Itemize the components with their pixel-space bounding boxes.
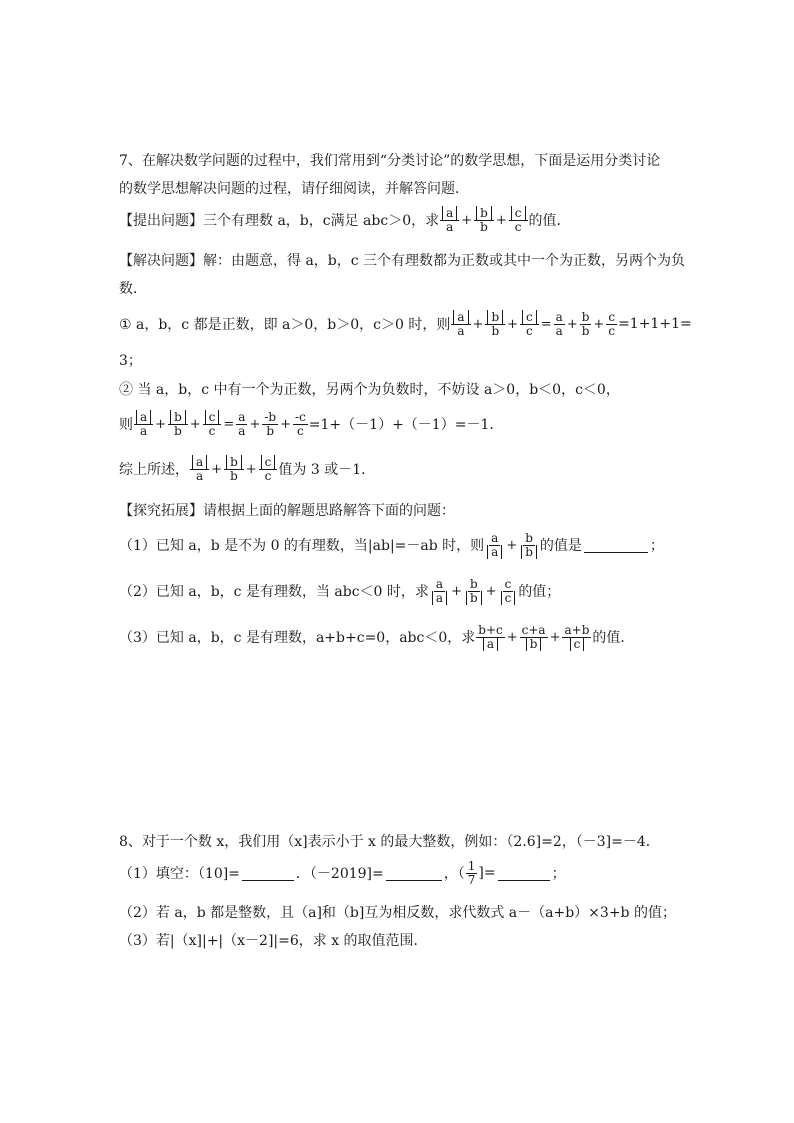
answer-blank[interactable] (242, 866, 294, 881)
q7-solve-line1 (119, 246, 685, 274)
fraction-abs-c-over-c: $\frac{c}{c}$ (259, 456, 278, 483)
q7-solve-line2 (119, 274, 147, 302)
q7-part2-end: 的值； (518, 584, 561, 600)
fraction-neg-b-over-b: $\frac{-b}{b}$ (264, 409, 277, 438)
q7-case2b-line: 则 $\frac{a}{a}$ + $\frac{b}{b}$ + $\frac{c}{c}$ = $\frac{a}{a}$ + $\frac{-b}{b}$ + $\frac{-c}{c}$ =1+（－1）+（－1）=－1． (119, 409, 504, 438)
q8-part1-b: ．（－2019]= (295, 866, 384, 882)
q8-intro-text: 8、对于一个数 x，我们用（x]表示小于 x 的最大整数，例如：（2.6]=2，（－3]=－4． (119, 834, 660, 850)
fraction-abs-c-over-c: $\frac{c}{c}$ (203, 411, 222, 438)
fraction-c-over-abs-c: $\frac{c}{c}$ (499, 578, 518, 605)
q8-part3-line (119, 926, 428, 954)
q7-case2-text: ② 当 a，b，c 中有一个为正数，另两个为负数时，不妨设 a＞0，b＜0，c＜0， (119, 382, 620, 398)
fraction-a-over-a: $\frac{a}{a}$ (555, 309, 563, 338)
fraction-abs-c-over-c: $\frac{c}{c}$ (509, 207, 528, 234)
q7-part1-line: （1）已知 a，b 是不为 0 的有理数，当|ab|=－ab 时，则 $\frac{a}{a}$ + $\frac{b}{b}$ 的值是 ； (119, 530, 664, 559)
q7-part2-text: （2）已知 a，b，c 是有理数，当 abc＜0 时，求 (119, 584, 429, 600)
q7-intro-text1: 7、在解决数学问题的过程中，我们常用到“分类讨论”的数学思想，下面是运用分类讨论 (119, 153, 661, 169)
fraction-bc-over-abs-a: $\frac{b+c}{a}$ (478, 622, 503, 651)
q8-part2-text: （2）若 a，b 都是整数，且（a]和（b]互为相反数，求代数式 a－（a+b）×3+b 的值； (119, 905, 676, 921)
q8-part1-line (119, 859, 566, 887)
q7-summary-line: 综上所述， $\frac{a}{a}$ + $\frac{b}{b}$ + $\frac{c}{c}$ 值为 3 或－1． (119, 454, 376, 483)
q7-part2-line: （2）已知 a，b，c 是有理数，当 abc＜0 时，求 $\frac{a}{a}$ + $\frac{b}{b}$ + $\frac{c}{c}$ 的值； (119, 576, 561, 605)
answer-blank[interactable] (386, 866, 442, 881)
q7-case1-line: ① a，b，c 都是正数，即 a＞0，b＞0，c＞0 时，则 $\frac{a}{a}$ + $\frac{b}{b}$ + $\frac{c}{c}$ = $\frac{a}{a}$ + $\frac{b}{b}$ + $\frac{c}{c}$ =1+1+1= (119, 309, 692, 338)
q7-intro-line1 (119, 146, 660, 174)
q7-part1-mid: 的值是 (539, 538, 582, 554)
q7-explore-line (119, 496, 455, 524)
fraction-abs-c-over-c: $\frac{c}{c}$ (520, 311, 539, 338)
fraction-abs-b-over-b: $\frac{b}{b}$ (474, 207, 494, 234)
q7-part1-end: ； (649, 538, 664, 554)
q7-case1-end: =1+1+1= (618, 316, 692, 332)
q7-summary-start: 综上所述， (119, 462, 189, 478)
q7-case2b-start: 则 (119, 417, 133, 433)
fraction-b-over-abs-b: $\frac{b}{b}$ (464, 578, 484, 605)
q7-case1-result: 3； (119, 353, 142, 369)
fraction-abs-a-over-a: $\frac{a}{a}$ (134, 411, 153, 438)
q7-part3-end: 的值． (592, 630, 635, 646)
q8-part1-d: ]= (478, 865, 496, 881)
q8-part1-e: ； (551, 866, 566, 882)
fraction-ca-over-abs-b: $\frac{c+a}{b}$ (521, 622, 546, 651)
fraction-neg-c-over-c: $\frac{-c}{c}$ (295, 409, 306, 438)
fraction-abs-b-over-b: $\frac{b}{b}$ (224, 456, 244, 483)
q7-intro-text2: 的数学思想解决问题的过程，请仔细阅读，并解答问题． (119, 181, 469, 197)
q7-part1-text: （1）已知 a，b 是不为 0 的有理数，当|ab|=－ab 时，则 (119, 538, 485, 554)
fraction-abs-a-over-a: $\frac{a}{a}$ (440, 207, 459, 234)
fraction-a-over-a: $\frac{a}{a}$ (238, 409, 246, 438)
q7-case1-text: ① a，b，c 都是正数，即 a＞0，b＞0，c＞0 时，则 (119, 317, 451, 333)
q8-intro-line (119, 827, 660, 855)
fraction-abs-b-over-b: $\frac{b}{b}$ (168, 411, 188, 438)
q7-case2b-end: =1+（－1）+（－1）=－1． (308, 417, 504, 433)
q8-part3-text: （3）若|（x]|+|（x－2]|=6，求 x 的取值范围． (119, 933, 428, 949)
q7-part3-line: （3）已知 a，b，c 是有理数，a+b+c=0，abc＜0，求 $\frac{b+c}{a}$ + $\frac{c+a}{b}$ + $\frac{a+b}{c}$ 的值． (119, 622, 635, 651)
answer-blank[interactable] (584, 538, 648, 553)
q7-case1-result-line (119, 346, 142, 374)
q7-intro-line2 (119, 174, 469, 202)
fraction-c-over-c: $\frac{c}{c}$ (608, 309, 616, 338)
fraction-a-over-abs-a: $\frac{a}{a}$ (485, 532, 504, 559)
q7-raise-end: 的值． (528, 213, 571, 229)
q8-part1-a: （1）填空：（10]= (119, 866, 240, 882)
fraction-a-over-abs-a: $\frac{a}{a}$ (430, 578, 449, 605)
fraction-abs-a-over-a: $\frac{a}{a}$ (451, 311, 470, 338)
q7-raise-line: 【提出问题】三个有理数 a，b，c满足 abc＞0，求 $\frac{a}{a}$ + $\frac{b}{b}$ + $\frac{c}{c}$ 的值． (119, 205, 571, 234)
q8-part2-line (119, 898, 676, 926)
answer-blank[interactable] (498, 866, 550, 881)
q7-explore-text: 【探究拓展】请根据上面的解题思路解答下面的问题： (119, 503, 455, 519)
q7-case2-line (119, 375, 620, 403)
fraction-one-seventh: $\frac{1}{7}$ (467, 858, 476, 887)
q8-part1-c: ，（ (443, 866, 465, 882)
fraction-abs-a-over-a: $\frac{a}{a}$ (190, 456, 209, 483)
q7-solve-text1: 【解决问题】解：由题意，得 a，b，c 三个有理数都为正数或其中一个为正数，另两个为负 (119, 253, 686, 269)
fraction-ab-over-abs-c: $\frac{a+b}{c}$ (564, 622, 590, 651)
q7-part3-text: （3）已知 a，b，c 是有理数，a+b+c=0，abc＜0，求 (119, 630, 476, 646)
q7-solve-text2: 数． (119, 281, 147, 297)
fraction-b-over-abs-b: $\frac{b}{b}$ (519, 532, 539, 559)
fraction-b-over-b: $\frac{b}{b}$ (581, 309, 590, 338)
fraction-abs-b-over-b: $\frac{b}{b}$ (485, 311, 505, 338)
q7-summary-end: 值为 3 或－1． (278, 462, 376, 478)
q7-raise-text: 【提出问题】三个有理数 a，b，c满足 abc＞0，求 (119, 213, 440, 229)
